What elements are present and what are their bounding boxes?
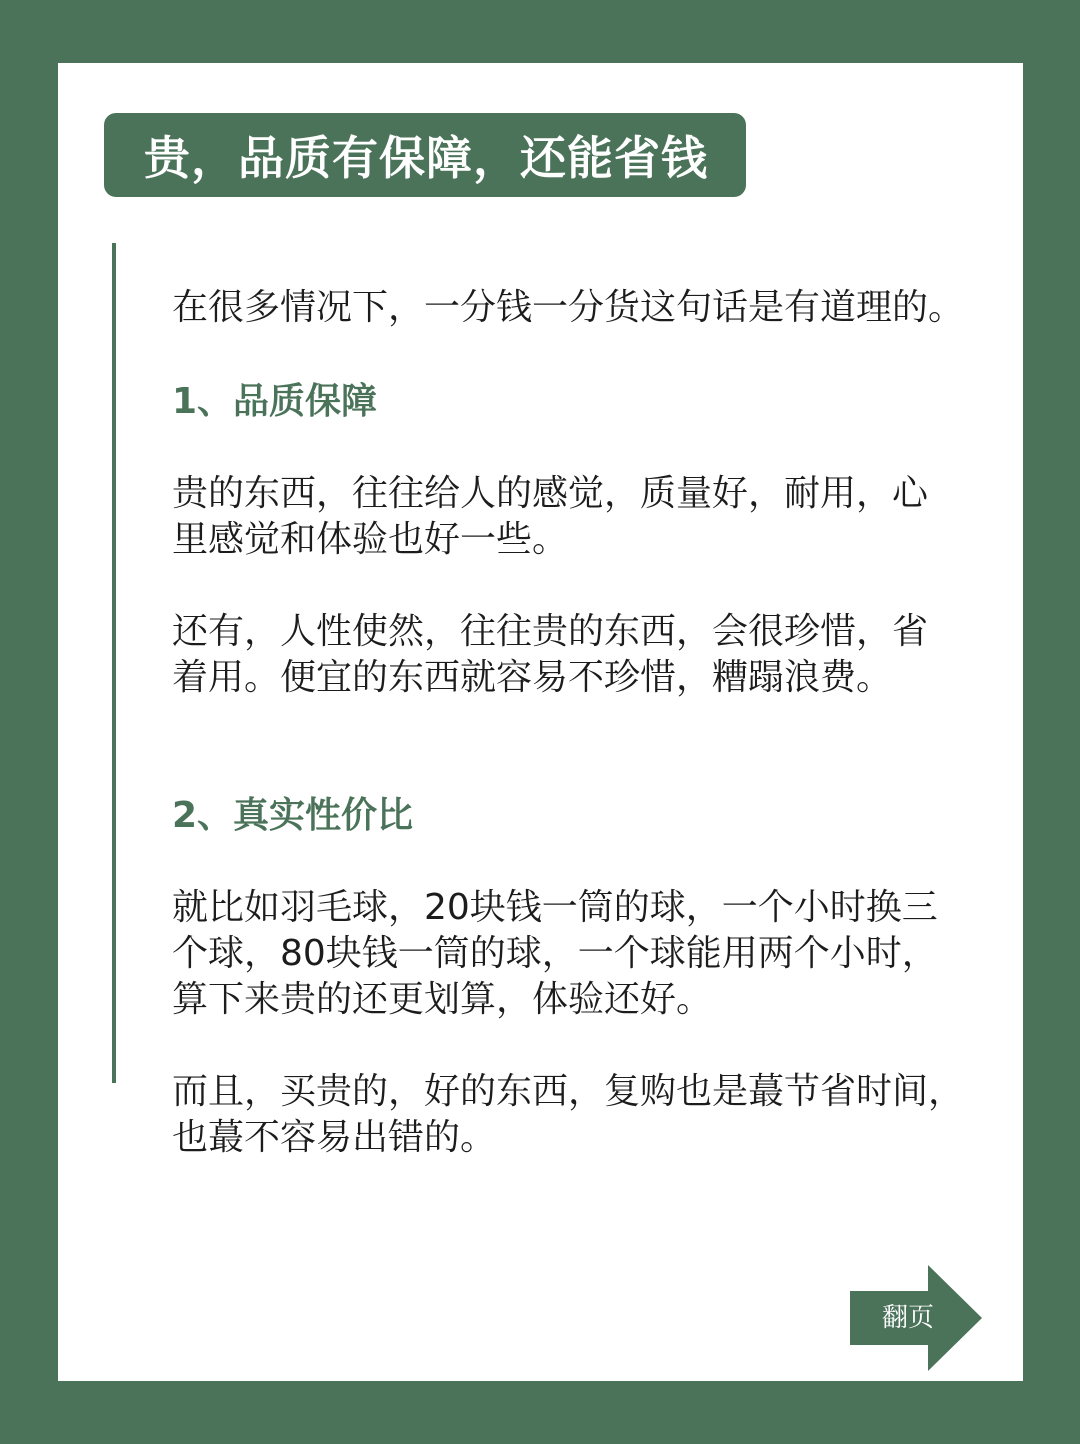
article-body	[172, 285, 1002, 1161]
next-page-label: 翻页	[881, 1303, 934, 1333]
paragraph-line: 就比如羽毛球，20块钱一筒的球，一个小时换三	[172, 887, 938, 928]
section-heading-quality: 1、品质保障	[172, 381, 378, 422]
page-title: 贵，品质有保障，还能省钱	[144, 131, 708, 185]
section-heading-value: 2、真实性价比	[172, 795, 414, 836]
next-page-button[interactable]	[850, 1265, 982, 1371]
paragraph-line: 也蕞不容易出错的。	[172, 1117, 497, 1158]
paragraph-line: 贵的东西，往往给人的感觉，质量好，耐用，心	[172, 473, 929, 514]
content-card	[58, 63, 1023, 1381]
paragraph-line: 里感觉和体验也好一些。	[172, 519, 569, 560]
intro-paragraph: 在很多情况下，一分钱一分货这句话是有道理的。	[172, 287, 965, 328]
left-accent-rule	[112, 243, 116, 1083]
paragraph-line: 着用。便宜的东西就容易不珍惜，糟蹋浪费。	[172, 657, 893, 698]
paragraph-line: 算下来贵的还更划算，体验还好。	[172, 979, 713, 1020]
title-banner	[104, 113, 746, 197]
paragraph-line: 而且，买贵的，好的东西，复购也是蕞节省时间，	[172, 1071, 965, 1112]
paragraph-line: 还有，人性使然，往往贵的东西，会很珍惜，省	[172, 611, 929, 652]
paragraph-line: 个球，80块钱一筒的球，一个球能用两个小时，	[172, 933, 938, 974]
